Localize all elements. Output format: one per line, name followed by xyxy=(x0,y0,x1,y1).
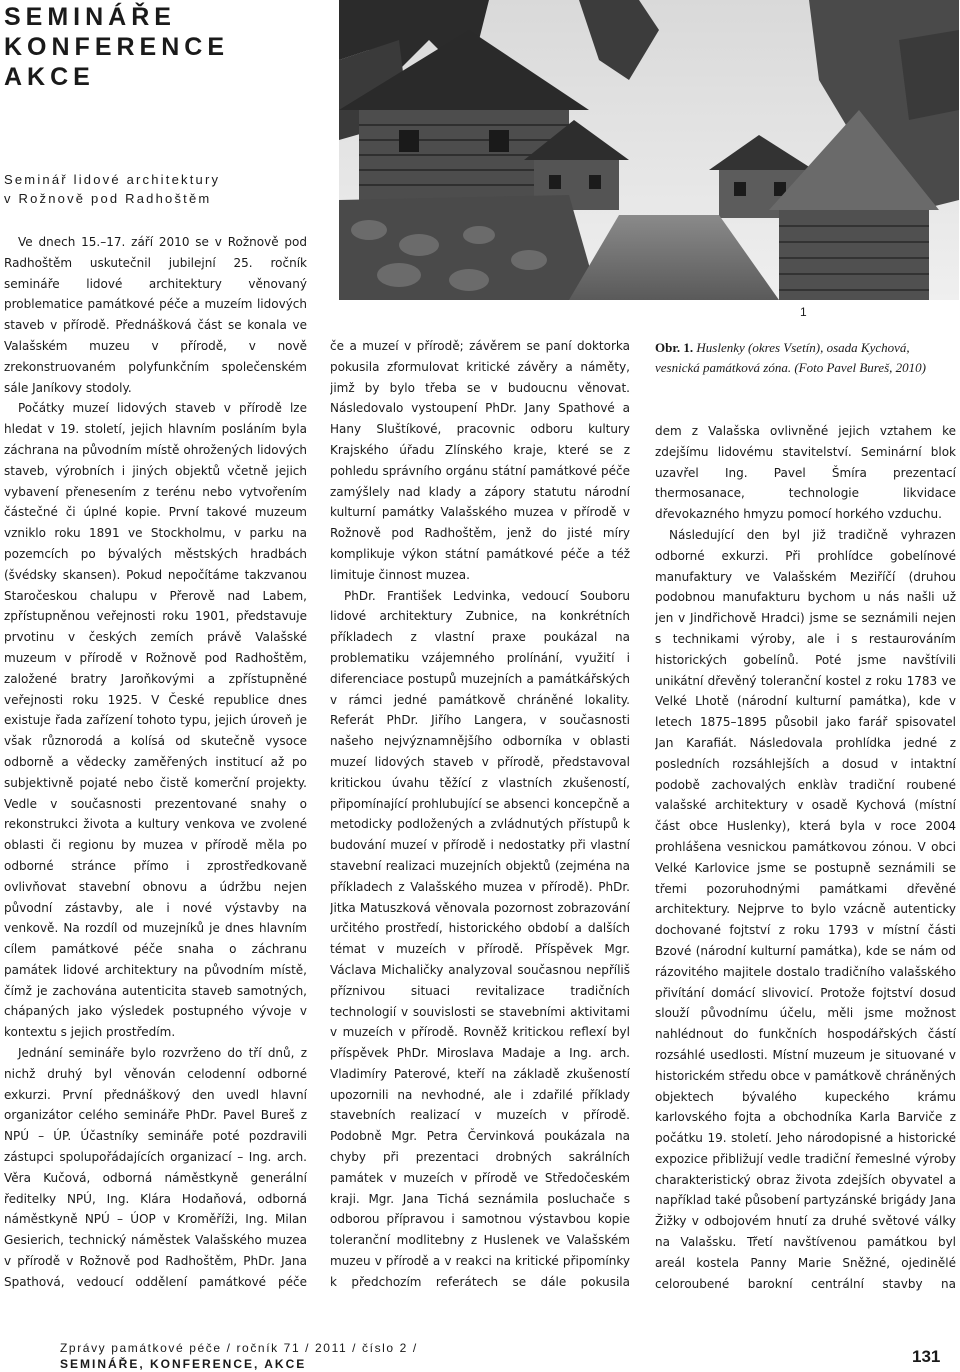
paragraph: Počátky muzeí lidových staveb v přírodě lze hledat v 19. století, jejich hlavním posláním byla záchrana na původním místě ohrožených lidových staveb, výrobních i jiných objektů včetně jejich vybavení přenesením z terénu nebo vytvořením částečné či úplné kopie. První takové muzeum vzniklo roku 1891 ve Stockholmu, v parku na pozemcích po bývalých městských hradbách (švédsky skansen). Pokud nepočítáme takzvanou Staročeskou chalupu v Přerově nad Labem, zpřístupněnou veřejnosti roku 1901, představuje prvotinu v českých zemích právě Valašské muzeum v přírodě v Rožnově pod Radhoštěm, založené bratry Jaroňkovými a zpřístupněné veřejnosti roku 1925. V České republice dnes existuje řada zařízení tohoto typu, jejich úroveň je však různorodá a kolísá od skutečně vysoce odborně a vědecky zaměřených institucí až po subjektivně pojaté nebo čistě komerční projekty. Vedle v současnosti prezentované snahy o rekonstrukci života a kultury venkova ve zvolené oblasti či regionu by muzea v přírodě měla po odborné stránce přímo i zprostředkovaně ovlivňovat stavební obnovu a údržbu nejen původní zástavby, ale i nové výstavby na venkově. Na rozdíl od muzejníků je dnes hlavním cílem památkové péče snaha o záchranu památek lidové architektury na původním místě, čímž je zachována autenticita staveb samotných, chápaných jako výsledek postupného vývoje v kontextu s jejich prostředím. xyxy=(4,401,307,1040)
paragraph: Ve dnech 15.–17. září 2010 se v Rožnově pod Radhoštěm uskutečnil jubilejní 25. ročník semináře lidové architektury věnovaný problematice památkové péče a muzeím lidových staveb v přírodě. Přednášková část se konala ve Valašském muzeu v přírodě, v nově zrekonstruovaném polyfunkčním společenském sále Janíkovy stodoly. xyxy=(4,235,307,395)
article-title-line: v Rožnově pod Radhoštěm xyxy=(4,191,212,206)
caption-text: Huslenky (okres Vsetín), osada Kychová, vesnická památková zóna. (Foto Pavel Bureš, 2010) xyxy=(655,340,927,375)
footer-section: SEMINÁŘE, KONFERENCE, AKCE xyxy=(60,1357,307,1371)
photo-number: 1 xyxy=(800,305,807,319)
paragraph: dem z Valašska ovlivněné jejich vztahem ke zdejšímu lidovému stavitelství. Seminární blok uzavřel Ing. Pavel Šmíra prezentací thermosanace, technologie likvidace dřevokazného hmyzu pomocí horkého vzduchu. xyxy=(655,424,956,522)
footer-journal: Zprávy památkové péče / ročník 71 / 2011 / číslo 2 / xyxy=(60,1341,418,1355)
article-title xyxy=(4,170,220,208)
article-title-line: Seminář lidové architektury xyxy=(4,172,221,187)
caption-label: Obr. 1. xyxy=(655,340,694,355)
paragraph: PhDr. František Ledvinka, vedoucí Souboru lidové architektury Zubnice, na konkrétních příkladech z vlastní praxe poukázal na problematiku vzájemného prolínání, využití i diferenciace postupů muzejních a památkářských v rámci jedné památkově chráněné lokality. Referát PhDr. Jiřího Langera, v současnosti našeho nejvýznamnějšího odborníka v oblasti muzeí lidových staveb v přírodě, představoval kritickou úvahu těžící z vlastních zkušeností, připomínající prohlubující se absenci koncepčně a metodicky podložených a zvládnutých přístupů k budování muzeí v přírodě i nedostatky při vlastní stavební realizaci muzejních objektů (zejména na příkladech z Valašského muzea v přírodě). PhDr. Jitka Matuszková věnovala pozornost zobrazování určitého prostředí, historického období a dalších témat v muzeích v přírodě. Příspěvek Mgr. Václava Michaličky analyzoval současnou nepříliš příznivou situaci revitalizace tradičních technologií v souvislosti se stavebními aktivitami v muzeích v přírodě. Rovněž kritickou reflexí byl příspěvek PhDr. Miroslava Madaje a Ing. arch. Vladimíry Paterové, kteří na základě zkušeností upozornili na nevhodné, ale i zdařilé příklady stavebních realizací v muzeích v přírodě. Podobně Mgr. Petra Červinková poukázala na chyby při prezentaci drobných sakrálních památek v muzeích v přírodě ve Středočeském kraji. Mgr. Jana Tichá seznámila posluchače s odborou přípravou i samotnou výstavbou kopie toleranční modlitebny z Huslenek ve Valašském muzeu v přírodě a v reakci na kritické připomínky k předchozím referátech se dále pokusila xyxy=(330,588,630,1289)
footer xyxy=(60,1340,418,1372)
page-number: 131 xyxy=(912,1347,941,1366)
section-title-line: AKCE xyxy=(4,63,95,91)
section-title-line: KONFERENCE xyxy=(4,33,230,61)
paragraph: če a muzeí v přírodě; závěrem se paní doktorka pokusila zformulovat kritické závěry a náměty, jimž by bylo třeba se v budoucnu věnovat. Následovalo vystoupení PhDr. Jany Spathové a Hany Sluštíkové, pracovnic odboru kultury Krajského úřadu Zlínského kraje, které se z pohledu správního orgánu státní památkové péče zamýšlely nad klady a zápory statutu národní kulturní památky Valašského muzea v přírodě v Rožnově pod Radhoštěm, jenž do jisté míry komplikuje výkon státní památkové péče a též limituje činnost muzea. xyxy=(330,339,630,582)
text-column-2 xyxy=(330,336,630,1296)
village-photo xyxy=(339,0,959,300)
paragraph: Následující den byl již tradičně vyhrazen odborné exkurzi. Při prohlídce gobelínové manufaktury ve Valašském Meziříčí (druhou podobnou manufakturu bychom u nás našli už jen v Jindřichově Hradci) jsme se seznámili nejen s technikami výroby, ale i s restaurováním historických gobelínů. Poté jsme navštívili unikátní dřevěný toleranční kostel z roku 1783 ve Velké Lhotě (národní kulturní památka), kde v letech 1875–1895 působil jako farář spisovatel Jan Karafiát. Následovala prohlídka jedné z posledních rozsáhlejších a dosud v intaktní podobě zachovalých enklàv tradiční roubené valašské architektury v osadě Kychová (místní část obce Huslenky), která byla v roce 2004 prohlášena vesnickou památkovou zónou. V obci Velké Karlovice jsme se postupně seznámili se třemi pozoruhodnými památkami dřevěné architektury. Nejprve to bylo vzácně autenticky dochované fojtství z roku 1793 v místní části Bzové (národní kulturní památka), kde se nám od rázovitého majitele dostalo tradičního valašského přivítání domácí slivovicí. Protože fojtství dosud slouží původnímu účelu, měli jsme možnost nahlédnout do funkčních hospodářských částí rozsáhlé usedlosti. Místní muzeum je situované v historickém středu obce v památkově chráněných objektech bývalého kupeckého krámu karlovského fojta a obchodníka Karla Barviče z počátku 19. století. Jeho národopisné a historické expozice přibližují vedle tradiční řemeslné výroby charakteristický obraz života zdejších obyvatel a například také působení partyzánské brigády Jana Žižky v odbojovém hnutí za druhé světové války na Valašsku. Třetí navštívenou památkou byl areál kostela Panny Marie Sněžné, ojedinělé celoroubené barokní centrální stavby na xyxy=(655,527,956,1291)
text-column-3 xyxy=(655,421,956,1296)
section-title xyxy=(4,2,229,92)
section-title-line: SEMINÁŘE xyxy=(4,3,176,31)
paragraph: Jednání semináře bylo rozvrženo do tří dnů, z nichž druhý byl věnován celodenní odborné exkurzi. První přednáškový den uvedl hlavní organizátor celého semináře PhDr. Pavel Bureš z NPÚ – ÚP. Účastníky semináře poté pozdravili zástupci spolupořádajících organizací – Ing. arch. Věra Kučová, odborná náměstkyně generální ředitelky NPÚ, Ing. Klára Hodaňová, odborná náměstkyně NPÚ – ÚOP v Kroměříži, Ing. Milan Gesierich, technický náměstek Valašského muzea v přírodě v Rožnově pod Radhoštěm, PhDr. Jana Spathová, vedoucí oddělení památkové péče xyxy=(4,1046,307,1289)
photo-caption xyxy=(655,338,955,378)
text-column-1 xyxy=(4,232,307,1292)
